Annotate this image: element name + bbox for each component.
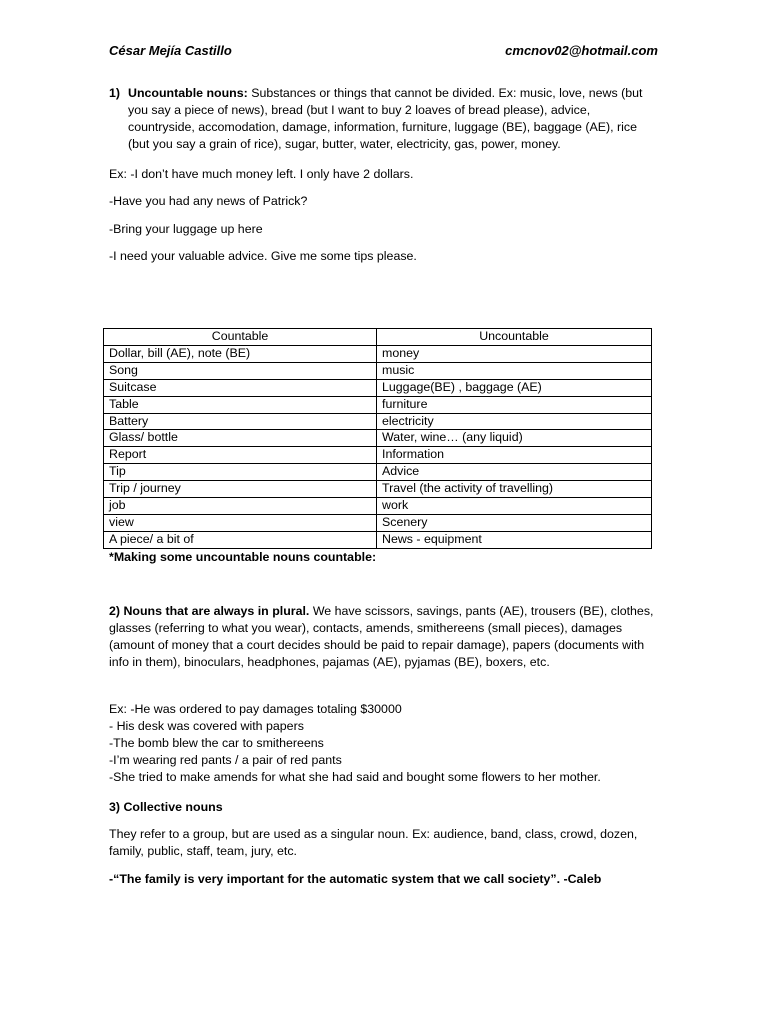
table-row xyxy=(104,413,652,430)
section-1-example-4 xyxy=(109,248,658,265)
section-1-title: Uncountable nouns: xyxy=(128,86,248,100)
column-header-countable: Countable xyxy=(104,329,377,346)
column-header-uncountable: Uncountable xyxy=(377,329,652,346)
table-row xyxy=(104,430,652,447)
table-row xyxy=(104,447,652,464)
example-line: -I need your valuable advice. Give me some tips please. xyxy=(109,249,417,263)
author-name: César Mejía Castillo xyxy=(109,43,232,58)
table-row xyxy=(104,498,652,515)
table-cell: Song xyxy=(104,362,377,379)
table-cell: Information xyxy=(377,447,652,464)
countable-uncountable-table xyxy=(103,328,652,549)
table-row xyxy=(104,396,652,413)
table-header-row xyxy=(104,329,652,346)
table-cell: money xyxy=(377,345,652,362)
table-note xyxy=(109,549,658,566)
table-cell: view xyxy=(104,514,377,531)
section-3-quote xyxy=(109,871,658,888)
example-line: -The bomb blew the car to smithereens xyxy=(109,736,324,750)
section-2-intro xyxy=(109,603,658,671)
example-line: -I’m wearing red pants / a pair of red pants xyxy=(109,753,342,767)
table-cell: Water, wine… (any liquid) xyxy=(377,430,652,447)
table-cell: A piece/ a bit of xyxy=(104,531,377,548)
author-email: cmcnov02@hotmail.com xyxy=(505,43,658,58)
table-row xyxy=(104,345,652,362)
section-2-text: We have scissors, savings, pants (AE), trousers (BE), clothes, glasses (referring to what you wear), contacts, amends, smithereens (small pieces), damages (amount of money that a court decides should be paid to repair damage), papers (documents with info in them), binoculars, headphones, pajamas (AE), pyjamas (BE), boxers, etc. xyxy=(109,604,654,669)
example-line: Ex: -He was ordered to pay damages totaling $30000 xyxy=(109,702,402,716)
table-cell: Report xyxy=(104,447,377,464)
table-cell: electricity xyxy=(377,413,652,430)
table-cell: work xyxy=(377,498,652,515)
section-3-text: They refer to a group, but are used as a singular noun. Ex: audience, band, class, crowd, dozen, family, public, staff, team, jury, etc. xyxy=(109,827,638,858)
table-cell: Advice xyxy=(377,464,652,481)
section-1-number: 1) xyxy=(109,86,121,100)
table-row xyxy=(104,464,652,481)
table-cell: News - equipment xyxy=(377,531,652,548)
table-note-text: *Making some uncountable nouns countable: xyxy=(109,550,377,564)
table-cell: furniture xyxy=(377,396,652,413)
table-cell: Travel (the activity of travelling) xyxy=(377,481,652,498)
table-row xyxy=(104,481,652,498)
page-header xyxy=(109,42,658,59)
table-cell: Battery xyxy=(104,413,377,430)
section-1-example-3 xyxy=(109,221,658,238)
example-line: -Bring your luggage up here xyxy=(109,222,263,236)
example-line: -She tried to make amends for what she had said and bought some flowers to her mother. xyxy=(109,770,601,784)
table-row xyxy=(104,531,652,548)
table-cell: Luggage(BE) , baggage (AE) xyxy=(377,379,652,396)
table-cell: Scenery xyxy=(377,514,652,531)
section-3-title xyxy=(109,799,658,816)
section-2-paragraph xyxy=(109,603,658,671)
example-line: Ex: -I don’t have much money left. I only have 2 dollars. xyxy=(109,167,414,181)
table-cell: Suitcase xyxy=(104,379,377,396)
quote-text: -“The family is very important for the automatic system that we call society”. -Caleb xyxy=(109,872,602,886)
section-1-text: Substances or things that cannot be divided. Ex: music, love, news (but you say a piece of news), bread (but I want to buy 2 loaves of bread please), advice, countryside, accomodation, damage, information, furniture, luggage (BE), baggage (AE), rice (but you say a grain of rice), sugar, butter, water, electricity, gas, power, money. xyxy=(128,86,643,151)
table-cell: Tip xyxy=(104,464,377,481)
table-row xyxy=(104,362,652,379)
section-1-intro xyxy=(109,85,658,153)
table-cell: Glass/ bottle xyxy=(104,430,377,447)
example-line: -Have you had any news of Patrick? xyxy=(109,194,308,208)
table-cell: job xyxy=(104,498,377,515)
table-cell: Table xyxy=(104,396,377,413)
section-3-body xyxy=(109,826,658,860)
example-line: - His desk was covered with papers xyxy=(109,719,304,733)
section-2-title: 2) Nouns that are always in plural. xyxy=(109,604,310,618)
table-cell: music xyxy=(377,362,652,379)
section-1-example-1 xyxy=(109,166,658,183)
section-1-paragraph xyxy=(128,85,658,153)
section-3-heading: 3) Collective nouns xyxy=(109,800,223,814)
table-row xyxy=(104,514,652,531)
table-row xyxy=(104,379,652,396)
table-cell: Trip / journey xyxy=(104,481,377,498)
section-1-example-2 xyxy=(109,193,658,210)
table-cell: Dollar, bill (AE), note (BE) xyxy=(104,345,377,362)
section-2-examples xyxy=(109,701,658,786)
